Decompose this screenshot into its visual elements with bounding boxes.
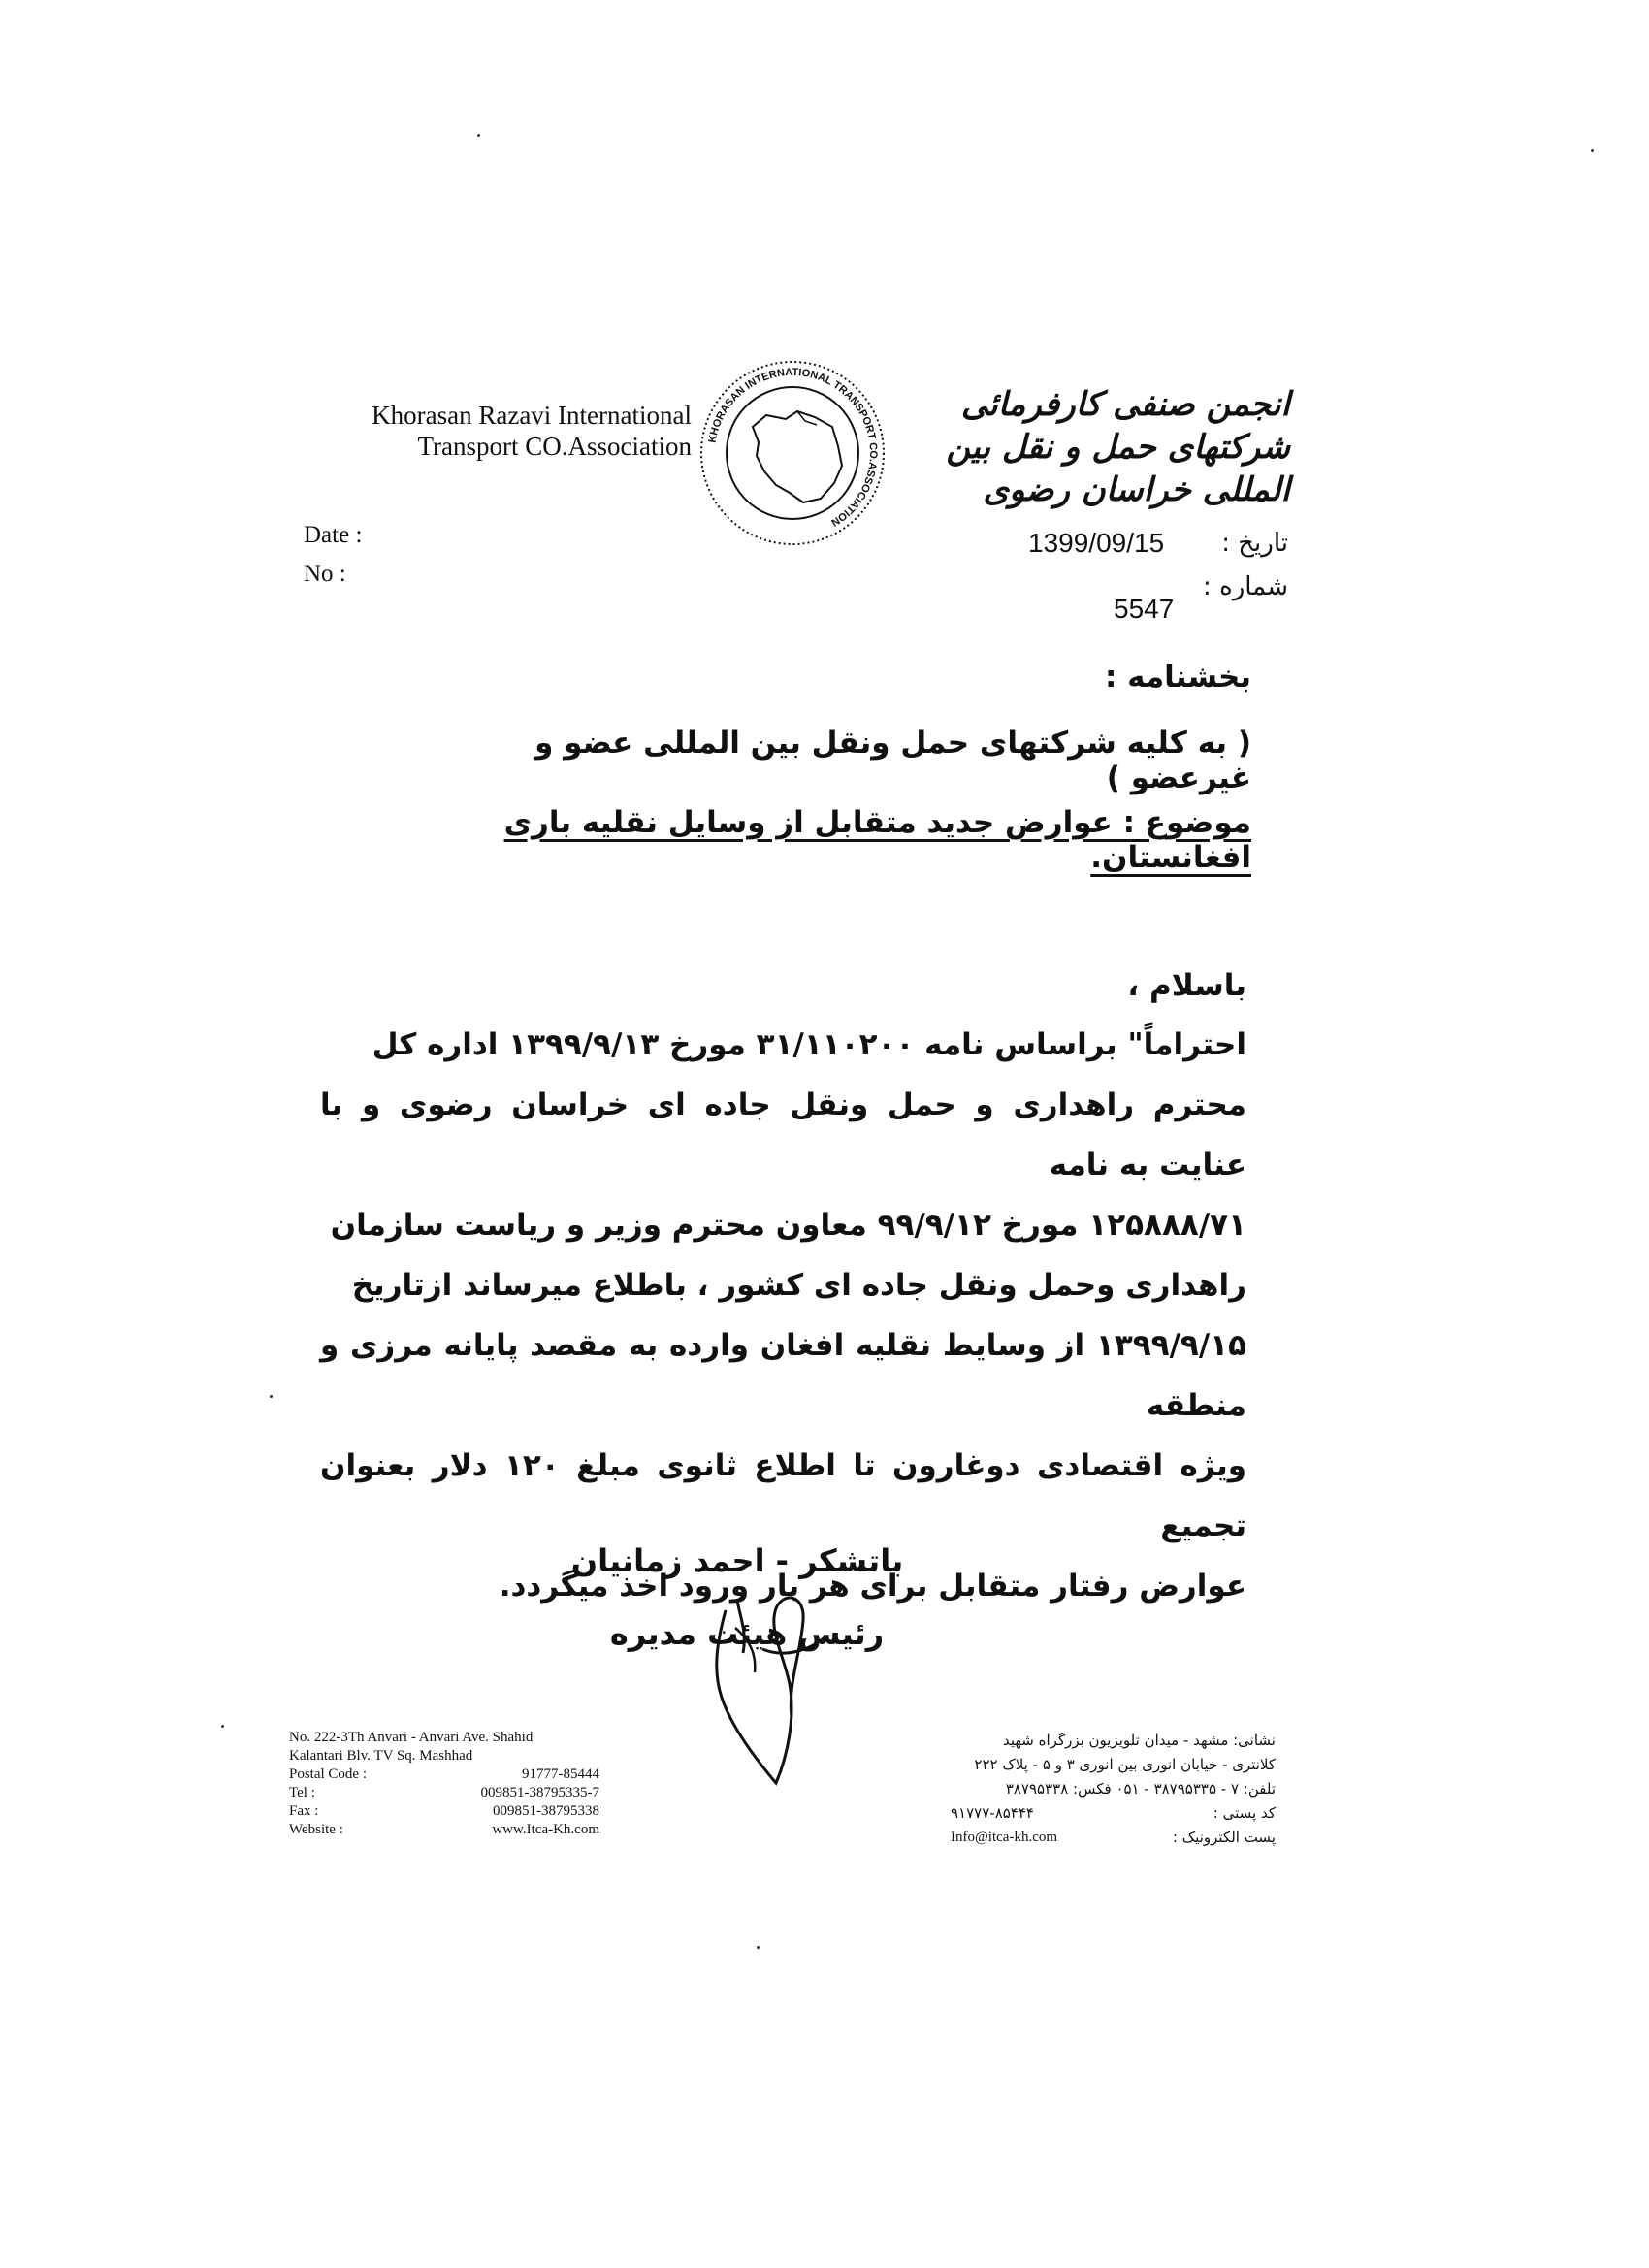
closing-signoff: باتشکر - احمد زمانیان [570, 1542, 904, 1579]
email-value: Info@itca-kh.com [951, 1830, 1058, 1845]
circular-heading: بخشنامه : [1104, 660, 1251, 695]
body-line: احتراماً" براساس نامه ۳۱/۱۱۰۲۰۰ مورخ ۱۳۹۹/۹/۱۳ اداره کل [372, 1027, 1246, 1062]
signatory-title: رئیس هیئت مدیره [609, 1615, 885, 1652]
org-name-fa: انجمن صنفی کارفرمائی شرکتهای حمل و نقل بین المللی خراسان رضوی [946, 385, 1290, 509]
fax-value: 009851-38795338 [493, 1803, 599, 1819]
footer-address-line: Kalantari Blv. TV Sq. Mashhad [289, 1748, 473, 1764]
postal-label-fa: کد پستی : [1212, 1804, 1276, 1822]
footer-address-line: No. 222-3Th Anvari - Anvari Ave. Shahid [289, 1730, 534, 1745]
body-line: ۱۳۹۹/۹/۱۵ از وسایط نقلیه افغان وارده به مقصد پایانه مرزی و منطقه [320, 1328, 1246, 1423]
postal-value: 91777-85444 [522, 1766, 599, 1782]
signature-icon [679, 1591, 902, 1795]
greeting: باسلام ، [1127, 968, 1246, 1003]
footer-contact-en [289, 1729, 599, 1839]
number-label-fa: شماره : [1203, 572, 1288, 601]
footer-postal-row [289, 1766, 599, 1784]
body-line: ۱۲۵۸۸۸/۷۱ مورخ ۹۹/۹/۱۲ معاون محترم وزیر و ریاست سازمان [330, 1208, 1246, 1243]
footer-fax-row [289, 1802, 599, 1821]
body-line: عوارض رفتار متقابل برای هر بار ورود اخذ میگردد. [499, 1569, 1246, 1604]
body-line: محترم راهداری و حمل ونقل جاده ای خراسان رضوی و با عنایت به نامه [320, 1087, 1246, 1183]
subject-line [369, 805, 1251, 875]
body-line: راهداری وحمل ونقل جاده ای کشور ، باطلاع میرساند ازتاریخ [351, 1268, 1246, 1303]
subject-text: موضوع : عوارض جدید متقابل از وسایل نقلیه باری افغانستان. [503, 805, 1251, 875]
org-name-en-line2: Transport CO.Association [417, 432, 692, 461]
postal-value-fa: ۹۱۷۷۷-۸۵۴۴۴ [951, 1804, 1034, 1822]
svg-text:KHORASAN INTERNATIONAL TRANSPO [707, 367, 879, 529]
footer-tel-row [289, 1784, 599, 1802]
footer-contact-fa [951, 1729, 1276, 1850]
footer-website-row [289, 1821, 599, 1839]
footer-phone-line: تلفن: ۷ - ۳۸۷۹۵۳۳۵ - ۰۵۱ فکس: ۳۸۷۹۵۳۳۸ [1005, 1780, 1276, 1798]
number-label-en: No : [304, 561, 346, 587]
website-label: Website : [289, 1822, 343, 1837]
footer-address-line: نشانی: مشهد - میدان تلویزیون بزرگراه شهید [1002, 1732, 1276, 1749]
org-name-en [304, 400, 692, 462]
recipients-line: ( به کلیه شرکتهای حمل ونقل بین المللی عضو و غیرعضو ) [534, 726, 1251, 795]
association-logo [696, 357, 889, 549]
letter-date: 1399/09/15 [1028, 528, 1165, 558]
tel-label: Tel : [289, 1785, 315, 1800]
footer-address-line: کلانتری - خیابان انوری بین انوری ۳ و ۵ - پلاک ۲۲۲ [974, 1756, 1276, 1773]
letter-number: 5547 [1114, 594, 1175, 624]
fax-label: Fax : [289, 1803, 319, 1819]
date-label-fa: تاریخ : [1221, 529, 1288, 558]
handwritten-signature [679, 1591, 902, 1795]
postal-label: Postal Code : [289, 1766, 368, 1782]
letter-body [320, 1015, 1246, 1616]
logo-ring-text: KHORASAN INTERNATIONAL TRANSPORT CO.ASSOCIATION [706, 366, 880, 529]
website-value: www.Itca-Kh.com [492, 1822, 599, 1837]
footer-postal-row [951, 1801, 1276, 1826]
body-line: ویژه اقتصادی دوغارون تا اطلاع ثانوی مبلغ ۱۲۰ دلار بعنوان تجمیع [320, 1448, 1246, 1543]
map-of-iran-seal-icon [696, 357, 889, 549]
tel-value: 009851-38795335-7 [480, 1785, 599, 1800]
email-label-fa: پست الکترونیک : [1172, 1829, 1276, 1846]
org-name-en-line1: Khorasan Razavi International [372, 401, 692, 430]
date-label-en: Date : [304, 522, 363, 548]
footer-email-row [951, 1826, 1276, 1850]
